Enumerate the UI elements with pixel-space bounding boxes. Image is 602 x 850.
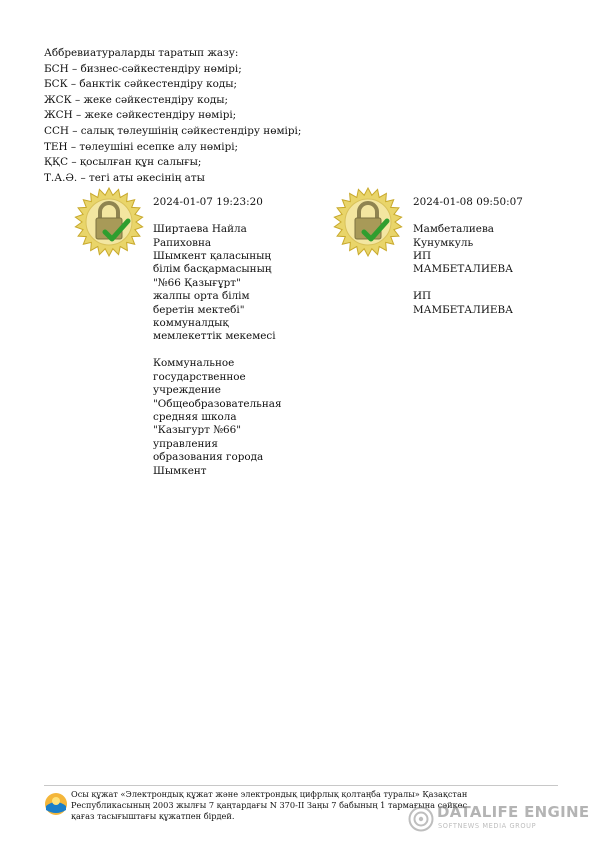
signature-seal-icon: [74, 187, 144, 257]
abbreviations-heading: Аббревиатураларды таратып жазу:: [44, 47, 239, 59]
signature-text: [153, 183, 293, 491]
abbreviation-item: Т.А.Ә. – тегі аты әкесінің аты: [44, 171, 205, 184]
signer-details: Мамбеталиева Кунумкуль ИП МАМБЕТАЛИЕВА ИП МАМБЕТАЛИЕВА: [413, 223, 513, 316]
watermark-title: DATALIFE ENGINE: [437, 803, 590, 821]
footer-divider: [44, 785, 558, 786]
signature-seal-icon: [333, 187, 403, 257]
signature-datetime: 2024-01-08 09:50:07: [413, 196, 523, 209]
watermark: [408, 803, 590, 835]
abbreviation-item: ТЕН – төлеушіні есепке алу нөмірі;: [44, 140, 239, 153]
abbreviation-item: ССН – салық төлеушінің сәйкестендіру нөмірі;: [44, 124, 302, 137]
abbreviations-list: [44, 46, 301, 186]
abbreviation-item: ҚҚС – қосылған құн салығы;: [44, 156, 202, 169]
abbreviation-item: ЖСН – жеке сәйкестендіру нөмірі;: [44, 109, 237, 122]
signature-datetime: 2024-01-07 19:23:20: [153, 196, 263, 209]
signer-details: Ширтаева Найла Рапиховна Шымкент қаласының білім басқармасының "№66 Қазығұрт" жалпы орта білім беретін мектебі" коммуналдық мемлекеттік мекемесі Коммунальное государственное учреждение "Общеобразовательная средняя школа "Казыгурт №66" управления образования города Шымкент: [153, 223, 282, 477]
signature-text: [413, 183, 533, 330]
abbreviation-item: ЖСК – жеке сәйкестендіру коды;: [44, 93, 229, 106]
abbreviation-item: БСК – банктік сәйкестендіру коды;: [44, 78, 238, 91]
watermark-logo-icon: [408, 806, 434, 832]
egov-logo-icon: [44, 792, 68, 816]
footer-legal-text: Осы құжат «Электрондық құжат және электрондық цифрлық қолтаңба туралы» Қазақстан Республикасының 2003 жылғы 7 қаңтардағы N 370-II Заңы 7 бабының 1 тармағына сәйкес қағаз тасығыштағы құжатпен бірдей.: [71, 789, 468, 822]
abbreviation-item: БСН – бизнес-сәйкестендіру нөмірі;: [44, 62, 242, 75]
watermark-subtitle: SOFTNEWS MEDIA GROUP: [438, 822, 537, 830]
